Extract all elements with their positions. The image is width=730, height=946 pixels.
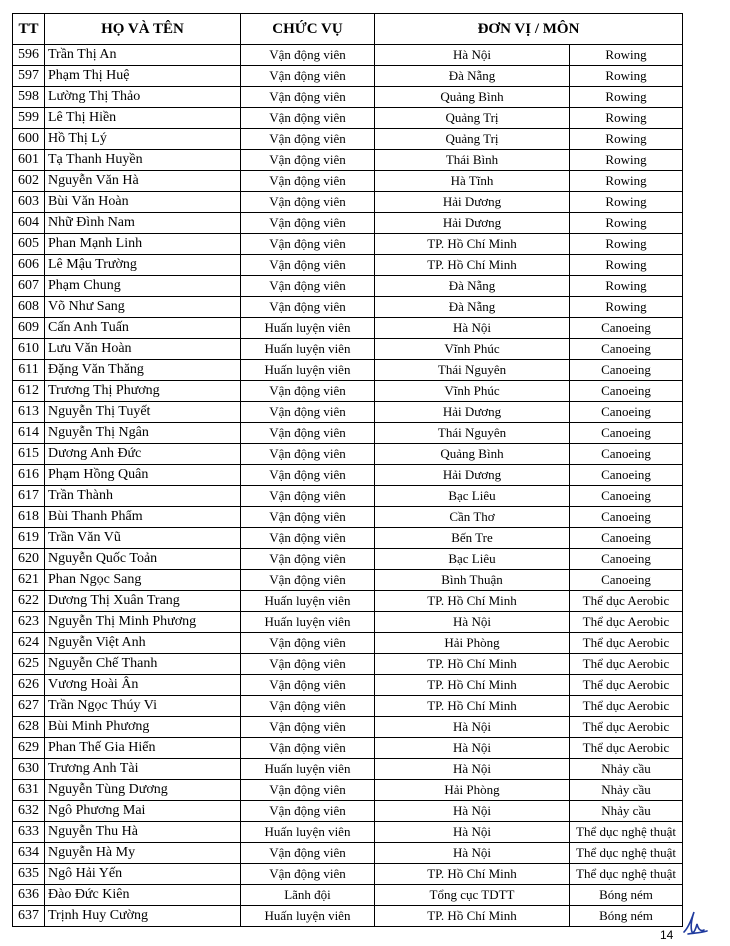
cell-position: Vận động viên [241,675,375,696]
cell-sport: Thể dục Aerobic [570,654,683,675]
cell-tt: 625 [13,654,45,675]
cell-tt: 612 [13,381,45,402]
cell-sport: Nhảy cầu [570,780,683,801]
cell-position: Vận động viên [241,780,375,801]
table-row [13,570,683,591]
cell-position: Vận động viên [241,801,375,822]
header-tt: TT [13,14,45,45]
cell-sport: Thể dục Aerobic [570,633,683,654]
cell-sport: Bóng ném [570,885,683,906]
cell-sport: Bóng ném [570,906,683,927]
cell-name: Phạm Thị Huệ [45,66,241,87]
cell-unit: Quảng Trị [375,129,570,150]
cell-position: Vận động viên [241,465,375,486]
cell-name: Nguyễn Văn Hà [45,171,241,192]
cell-position: Vận động viên [241,87,375,108]
cell-name: Nguyễn Thị Tuyết [45,402,241,423]
cell-sport: Thể dục Aerobic [570,612,683,633]
cell-tt: 613 [13,402,45,423]
cell-tt: 636 [13,885,45,906]
cell-position: Huấn luyện viên [241,591,375,612]
cell-name: Dương Thị Xuân Trang [45,591,241,612]
cell-unit: Đà Nẵng [375,297,570,318]
cell-position: Vận động viên [241,696,375,717]
cell-sport: Rowing [570,129,683,150]
table-row [13,444,683,465]
cell-tt: 600 [13,129,45,150]
cell-unit: Hà Tĩnh [375,171,570,192]
cell-name: Trần Ngọc Thúy Vi [45,696,241,717]
cell-sport: Canoeing [570,339,683,360]
cell-tt: 630 [13,759,45,780]
cell-sport: Canoeing [570,549,683,570]
cell-unit: TP. Hồ Chí Minh [375,255,570,276]
cell-tt: 611 [13,360,45,381]
table-row [13,759,683,780]
table-row [13,255,683,276]
cell-name: Tạ Thanh Huyền [45,150,241,171]
cell-sport: Thể dục Aerobic [570,675,683,696]
cell-unit: TP. Hồ Chí Minh [375,696,570,717]
cell-name: Trần Văn Vũ [45,528,241,549]
table-row [13,402,683,423]
cell-unit: Đà Nẵng [375,66,570,87]
cell-name: Trương Thị Phương [45,381,241,402]
table-row [13,549,683,570]
cell-unit: Hà Nội [375,738,570,759]
cell-name: Phan Thế Gia Hiển [45,738,241,759]
table-row [13,696,683,717]
table-row [13,192,683,213]
cell-tt: 604 [13,213,45,234]
cell-name: Nguyễn Thị Ngân [45,423,241,444]
cell-sport: Rowing [570,66,683,87]
cell-tt: 634 [13,843,45,864]
cell-tt: 626 [13,675,45,696]
cell-name: Võ Như Sang [45,297,241,318]
cell-sport: Nhảy cầu [570,801,683,822]
cell-tt: 603 [13,192,45,213]
cell-name: Trần Thị An [45,45,241,66]
cell-unit: TP. Hồ Chí Minh [375,654,570,675]
cell-unit: Hà Nội [375,717,570,738]
cell-sport: Canoeing [570,486,683,507]
cell-unit: TP. Hồ Chí Minh [375,234,570,255]
cell-sport: Thể dục Aerobic [570,717,683,738]
table-body [13,45,683,927]
cell-sport: Rowing [570,150,683,171]
header-unit-sport: ĐƠN VỊ / MÔN [375,14,683,45]
table-row [13,423,683,444]
table-row [13,297,683,318]
cell-tt: 597 [13,66,45,87]
cell-position: Vận động viên [241,402,375,423]
table-row [13,339,683,360]
cell-unit: TP. Hồ Chí Minh [375,864,570,885]
cell-name: Nhữ Đình Nam [45,213,241,234]
cell-position: Vận động viên [241,738,375,759]
table-row [13,213,683,234]
cell-position: Vận động viên [241,192,375,213]
cell-sport: Canoeing [570,507,683,528]
cell-position: Vận động viên [241,255,375,276]
cell-tt: 628 [13,717,45,738]
cell-unit: Bến Tre [375,528,570,549]
table-row [13,591,683,612]
cell-position: Huấn luyện viên [241,906,375,927]
cell-tt: 605 [13,234,45,255]
table-row [13,717,683,738]
cell-unit: TP. Hồ Chí Minh [375,591,570,612]
cell-name: Lưu Văn Hoàn [45,339,241,360]
cell-position: Vận động viên [241,297,375,318]
cell-unit: TP. Hồ Chí Minh [375,675,570,696]
cell-unit: Quảng Bình [375,87,570,108]
cell-tt: 629 [13,738,45,759]
cell-name: Bùi Văn Hoàn [45,192,241,213]
cell-unit: Hải Dương [375,402,570,423]
cell-unit: Hải Phòng [375,633,570,654]
cell-name: Phan Ngọc Sang [45,570,241,591]
cell-unit: Đà Nẵng [375,276,570,297]
cell-position: Vận động viên [241,381,375,402]
table-row [13,234,683,255]
cell-unit: Vĩnh Phúc [375,339,570,360]
cell-sport: Thể dục Aerobic [570,696,683,717]
cell-unit: Thái Nguyên [375,360,570,381]
table-row [13,108,683,129]
table-row [13,654,683,675]
table-row [13,738,683,759]
cell-position: Huấn luyện viên [241,360,375,381]
cell-sport: Canoeing [570,444,683,465]
cell-name: Dương Anh Đức [45,444,241,465]
cell-unit: Vĩnh Phúc [375,381,570,402]
table-header [13,14,683,45]
cell-sport: Thể dục Aerobic [570,738,683,759]
cell-sport: Nhảy cầu [570,759,683,780]
cell-position: Vận động viên [241,108,375,129]
cell-sport: Thể dục nghệ thuật [570,843,683,864]
cell-sport: Rowing [570,108,683,129]
cell-tt: 601 [13,150,45,171]
cell-name: Ngô Phương Mai [45,801,241,822]
cell-name: Đào Đức Kiên [45,885,241,906]
cell-name: Nguyễn Chế Thanh [45,654,241,675]
cell-tt: 620 [13,549,45,570]
cell-sport: Canoeing [570,318,683,339]
cell-name: Nguyễn Thu Hà [45,822,241,843]
cell-name: Trịnh Huy Cường [45,906,241,927]
cell-tt: 610 [13,339,45,360]
header-row [13,14,683,45]
cell-sport: Rowing [570,45,683,66]
cell-sport: Thể dục nghệ thuật [570,864,683,885]
cell-position: Vận động viên [241,528,375,549]
cell-name: Bùi Minh Phương [45,717,241,738]
table-row [13,360,683,381]
cell-name: Bùi Thanh Phẩm [45,507,241,528]
cell-tt: 616 [13,465,45,486]
cell-tt: 623 [13,612,45,633]
cell-tt: 609 [13,318,45,339]
cell-sport: Rowing [570,213,683,234]
cell-name: Vương Hoài Ân [45,675,241,696]
cell-position: Vận động viên [241,276,375,297]
cell-name: Trần Thành [45,486,241,507]
cell-sport: Thể dục nghệ thuật [570,822,683,843]
cell-position: Vận động viên [241,129,375,150]
cell-name: Nguyễn Quốc Toản [45,549,241,570]
table-row [13,87,683,108]
cell-position: Vận động viên [241,864,375,885]
cell-position: Vận động viên [241,654,375,675]
table-row [13,612,683,633]
cell-unit: Bạc Liêu [375,549,570,570]
table-row [13,675,683,696]
cell-position: Vận động viên [241,150,375,171]
cell-unit: Hải Dương [375,213,570,234]
cell-position: Huấn luyện viên [241,612,375,633]
cell-name: Nguyễn Thị Minh Phương [45,612,241,633]
cell-unit: Cần Thơ [375,507,570,528]
cell-tt: 602 [13,171,45,192]
table-row [13,843,683,864]
cell-position: Vận động viên [241,171,375,192]
cell-position: Vận động viên [241,717,375,738]
cell-sport: Rowing [570,276,683,297]
cell-tt: 596 [13,45,45,66]
cell-tt: 598 [13,87,45,108]
table-row [13,129,683,150]
table-row [13,318,683,339]
cell-unit: Hà Nội [375,822,570,843]
cell-tt: 621 [13,570,45,591]
cell-sport: Rowing [570,255,683,276]
cell-sport: Canoeing [570,423,683,444]
cell-name: Nguyễn Hà My [45,843,241,864]
cell-sport: Canoeing [570,570,683,591]
table-row [13,45,683,66]
cell-position: Huấn luyện viên [241,339,375,360]
cell-position: Vận động viên [241,633,375,654]
roster-table [12,13,683,927]
cell-name: Lường Thị Thảo [45,87,241,108]
cell-unit: Quảng Bình [375,444,570,465]
cell-sport: Rowing [570,234,683,255]
table-row [13,633,683,654]
cell-unit: Hải Phòng [375,780,570,801]
table-row [13,276,683,297]
table-row [13,528,683,549]
cell-tt: 607 [13,276,45,297]
cell-unit: Hà Nội [375,759,570,780]
cell-position: Vận động viên [241,234,375,255]
cell-name: Nguyễn Tùng Dương [45,780,241,801]
table-row [13,150,683,171]
cell-unit: Bình Thuận [375,570,570,591]
cell-tt: 619 [13,528,45,549]
cell-sport: Canoeing [570,402,683,423]
cell-name: Hồ Thị Lý [45,129,241,150]
cell-name: Lê Thị Hiền [45,108,241,129]
cell-tt: 617 [13,486,45,507]
table-row [13,507,683,528]
cell-unit: Hà Nội [375,318,570,339]
cell-tt: 614 [13,423,45,444]
cell-tt: 637 [13,906,45,927]
cell-tt: 624 [13,633,45,654]
cell-tt: 618 [13,507,45,528]
cell-tt: 615 [13,444,45,465]
cell-position: Vận động viên [241,843,375,864]
cell-position: Huấn luyện viên [241,318,375,339]
page-number: 14 [660,928,674,942]
cell-sport: Canoeing [570,381,683,402]
cell-sport: Rowing [570,297,683,318]
table-row [13,780,683,801]
header-position: CHỨC VỤ [241,14,375,45]
cell-unit: TP. Hồ Chí Minh [375,906,570,927]
cell-unit: Hà Nội [375,612,570,633]
cell-tt: 632 [13,801,45,822]
cell-unit: Hà Nội [375,843,570,864]
cell-unit: Hà Nội [375,45,570,66]
cell-unit: Tổng cục TDTT [375,885,570,906]
cell-unit: Quảng Trị [375,108,570,129]
cell-tt: 635 [13,864,45,885]
table-row [13,381,683,402]
cell-sport: Rowing [570,171,683,192]
cell-tt: 633 [13,822,45,843]
cell-position: Huấn luyện viên [241,759,375,780]
cell-name: Ngô Hải Yến [45,864,241,885]
handwritten-initials [680,908,710,938]
cell-position: Vận động viên [241,549,375,570]
cell-sport: Canoeing [570,528,683,549]
cell-position: Vận động viên [241,66,375,87]
cell-sport: Thể dục Aerobic [570,591,683,612]
cell-tt: 627 [13,696,45,717]
cell-name: Cấn Anh Tuấn [45,318,241,339]
cell-name: Trương Anh Tài [45,759,241,780]
cell-tt: 599 [13,108,45,129]
cell-name: Phạm Chung [45,276,241,297]
cell-unit: Hà Nội [375,801,570,822]
cell-position: Vận động viên [241,444,375,465]
cell-sport: Canoeing [570,360,683,381]
cell-sport: Rowing [570,192,683,213]
table-row [13,486,683,507]
table-row [13,822,683,843]
cell-name: Phạm Hồng Quân [45,465,241,486]
cell-position: Lãnh đội [241,885,375,906]
cell-unit: Thái Nguyên [375,423,570,444]
cell-position: Huấn luyện viên [241,822,375,843]
cell-sport: Canoeing [570,465,683,486]
cell-position: Vận động viên [241,213,375,234]
header-name: HỌ VÀ TÊN [45,14,241,45]
cell-unit: Bạc Liêu [375,486,570,507]
cell-tt: 622 [13,591,45,612]
table-row [13,801,683,822]
cell-name: Lê Mậu Trường [45,255,241,276]
cell-name: Nguyễn Việt Anh [45,633,241,654]
table-row [13,906,683,927]
cell-tt: 631 [13,780,45,801]
cell-name: Đặng Văn Thăng [45,360,241,381]
cell-unit: Hải Dương [375,465,570,486]
cell-unit: Thái Bình [375,150,570,171]
cell-sport: Rowing [570,87,683,108]
cell-position: Vận động viên [241,45,375,66]
cell-name: Phan Mạnh Linh [45,234,241,255]
cell-tt: 608 [13,297,45,318]
table-row [13,864,683,885]
cell-position: Vận động viên [241,570,375,591]
table-row [13,465,683,486]
cell-position: Vận động viên [241,423,375,444]
cell-tt: 606 [13,255,45,276]
table-row [13,171,683,192]
table-row [13,66,683,87]
cell-position: Vận động viên [241,507,375,528]
cell-unit: Hải Dương [375,192,570,213]
cell-position: Vận động viên [241,486,375,507]
table-row [13,885,683,906]
